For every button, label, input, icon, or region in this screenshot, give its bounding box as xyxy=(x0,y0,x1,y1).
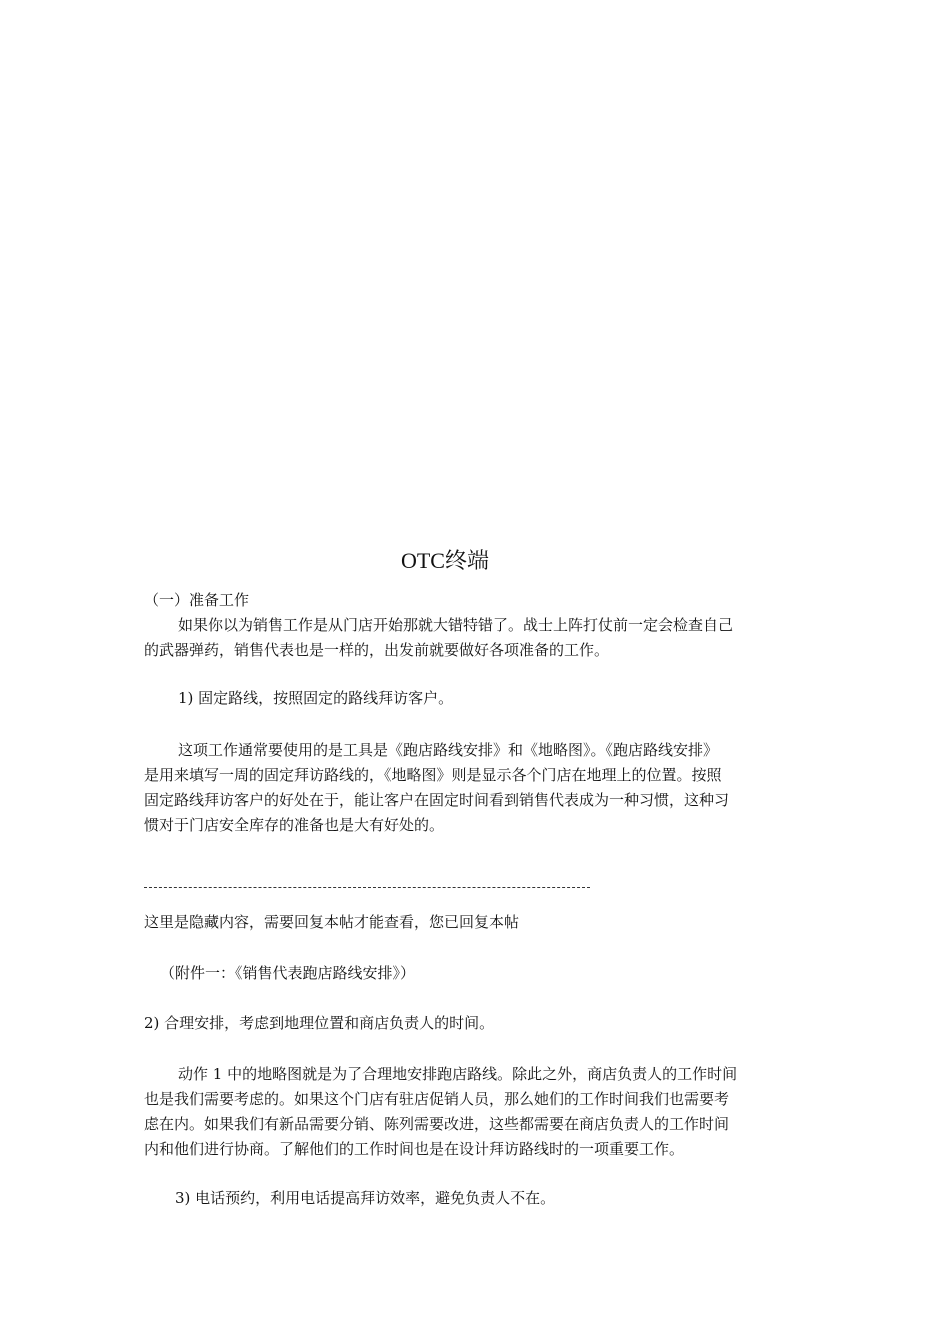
paragraph-line: 也是我们需要考虑的。如果这个门店有驻店促销人员，那么她们的工作时间我们也需要考 xyxy=(144,1090,730,1108)
paragraph-line: 的武器弹药，销售代表也是一样的，出发前就要做好各项准备的工作。 xyxy=(144,641,610,659)
paragraph-line: 内和他们进行协商。了解他们的工作时间也是在设计拜访路线时的一项重要工作。 xyxy=(144,1140,685,1158)
paragraph-line: 如果你以为销售工作是从门店开始那就大错特错了。战士上阵打仗前一定会检查自己 xyxy=(178,616,734,634)
section-heading: （一）准备工作 xyxy=(144,591,250,609)
hidden-content-notice: 这里是隐藏内容，需要回复本帖才能查看，您已回复本帖 xyxy=(144,913,520,931)
item-heading: 2) 合理安排，考虑到地理位置和商店负责人的时间。 xyxy=(144,1014,495,1032)
attachment-reference: （附件一：《销售代表跑店路线安排》） xyxy=(160,964,416,982)
item-heading: 1) 固定路线，按照固定的路线拜访客户。 xyxy=(178,689,454,707)
document-title: OTC终端 xyxy=(400,548,489,573)
paragraph-line: 虑在内。如果我们有新品需要分销、陈列需要改进，这些都需要在商店负责人的工作时间 xyxy=(144,1115,730,1133)
paragraph-line: 惯对于门店安全库存的准备也是大有好处的。 xyxy=(144,816,445,834)
item-heading: 3) 电话预约，利用电话提高拜访效率，避免负责人不在。 xyxy=(175,1189,556,1207)
paragraph-line: 这项工作通常要使用的是工具是《跑店路线安排》和《地略图》。《跑店路线安排》 xyxy=(178,741,719,759)
paragraph-line: 动作 1 中的地略图就是为了合理地安排跑店路线。除此之外，商店负责人的工作时间 xyxy=(178,1065,738,1083)
paragraph-line: 是用来填写一周的固定拜访路线的，《地略图》则是显示各个门店在地理上的位置。按照 xyxy=(144,766,722,784)
paragraph-line: 固定路线拜访客户的好处在于，能让客户在固定时间看到销售代表成为一种习惯，这种习 xyxy=(144,791,730,809)
hidden-content-divider xyxy=(144,887,590,888)
